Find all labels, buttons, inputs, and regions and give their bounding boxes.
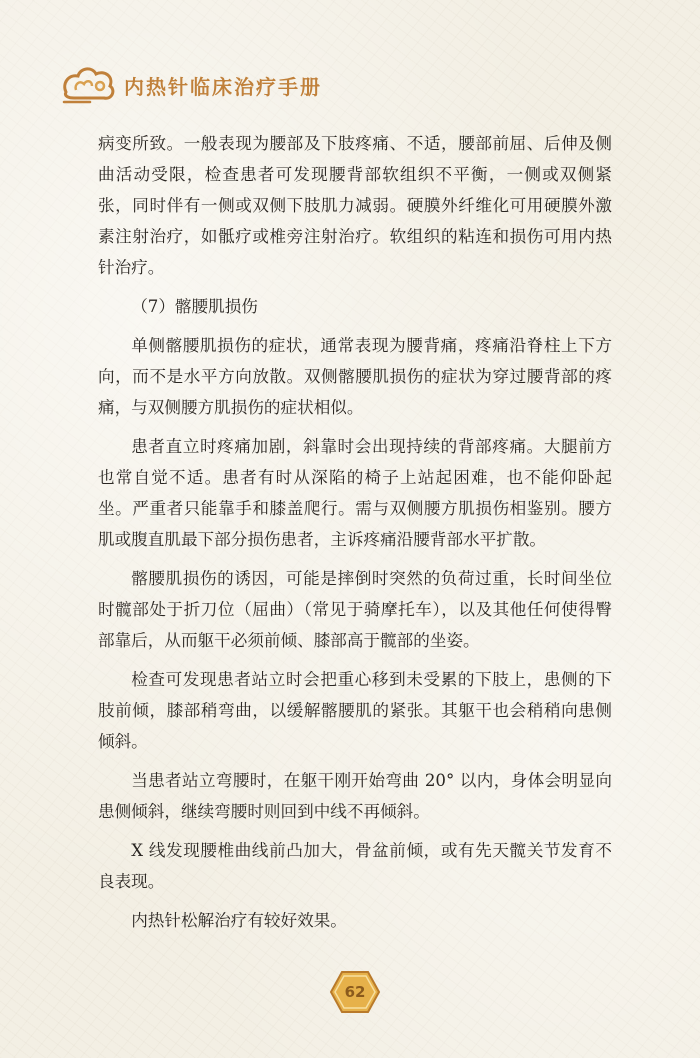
- page-header: [60, 62, 322, 108]
- paragraph: 患者直立时疼痛加剧，斜靠时会出现持续的背部疼痛。大腿前方也常自觉不适。患者有时从深陷的椅子上站起困难，也不能仰卧起坐。严重者只能靠手和膝盖爬行。需与双侧腰方肌损伤相鉴别。腰方肌或腹直肌最下部分损伤患者，主诉疼痛沿腰背部水平扩散。: [98, 437, 612, 549]
- paragraph: 髂腰肌损伤的诱因，可能是摔倒时突然的负荷过重，长时间坐位时髋部处于折刀位（屈曲）（常见于骑摩托车），以及其他任何使得臀部靠后，从而躯干必须前倾、膝部高于髋部的坐姿。: [98, 569, 612, 650]
- section-heading: （7）髂腰肌损伤: [131, 297, 258, 316]
- paragraph: X 线发现腰椎曲线前凸加大，骨盆前倾，或有先天髋关节发育不良表现。: [98, 841, 612, 891]
- paragraph: 内热针松解治疗有较好效果。: [131, 911, 347, 930]
- paragraph: 检查可发现患者站立时会把重心移到未受累的下肢上，患侧的下肢前倾，膝部稍弯曲，以缓解髂腰肌的紧张。其躯干也会稍稍向患侧倾斜。: [98, 670, 612, 751]
- cloud-scroll-icon: [60, 62, 118, 108]
- book-title: 内热针临床治疗手册: [124, 74, 322, 99]
- paragraph: 当患者站立弯腰时，在躯干刚开始弯曲 20° 以内，身体会明显向患侧倾斜，继续弯腰时则回到中线不再倾斜。: [98, 771, 612, 821]
- paragraph: 单侧髂腰肌损伤的症状，通常表现为腰背痛，疼痛沿脊柱上下方向，而不是水平方向放散。双侧髂腰肌损伤的症状为穿过腰背部的疼痛，与双侧腰方肌损伤的症状相似。: [98, 336, 612, 417]
- page-number-badge: [329, 970, 381, 1014]
- page-body: [98, 128, 612, 944]
- paragraph: 病变所致。一般表现为腰部及下肢疼痛、不适，腰部前屈、后伸及侧曲活动受限，检查患者可发现腰背部软组织不平衡，一侧或双侧紧张，同时伴有一侧或双侧下肢肌力减弱。硬膜外纤维化可用硬膜外激素注射治疗，如骶疗或椎旁注射治疗。软组织的粘连和损伤可用内热针治疗。: [98, 134, 612, 277]
- page-number: 62: [344, 983, 366, 1001]
